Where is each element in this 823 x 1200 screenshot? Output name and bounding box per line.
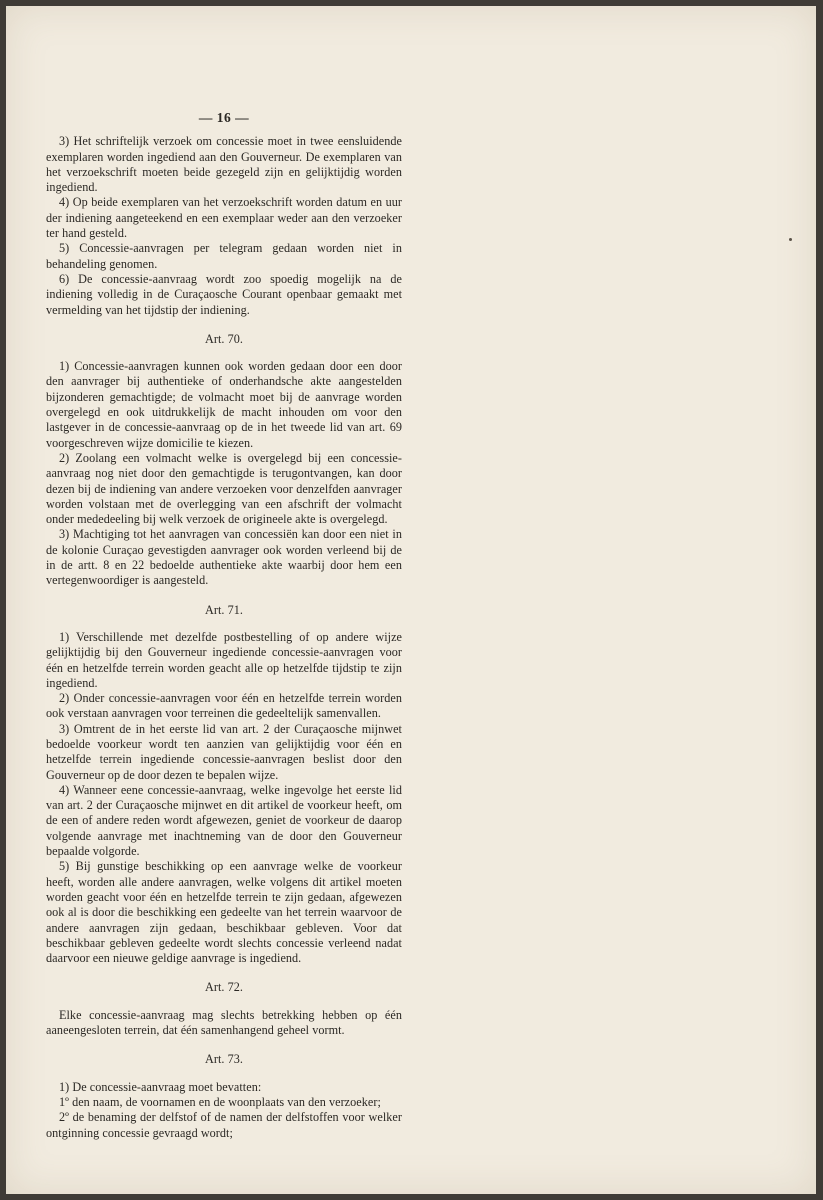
paragraph: 4) Op beide exemplaren van het verzoekschrift worden datum en uur der indiening aangeteekend en een exemplaar weder aan den verzoeker ter hand gesteld.	[46, 195, 402, 241]
paragraph: Elke concessie-aanvraag mag slechts betrekking hebben op één aaneengesloten terrein, dat één samenhangend geheel vormt.	[46, 1007, 402, 1038]
paper-speck	[789, 238, 792, 241]
paragraph: 6) De concessie-aanvraag wordt zoo spoedig mogelijk na de indiening volledig in de Curaçaosche Courant openbaar gemaakt met vermelding van het tijdstip der indiening.	[46, 271, 402, 317]
article-heading: Art. 71.	[205, 602, 243, 617]
paragraph: 2) Onder concessie-aanvragen voor één en hetzelfde terrein worden ook verstaan aanvragen voor terreinen die gedeeltelijk samenvallen.	[46, 691, 402, 721]
paragraph: 3) Het schriftelijk verzoek om concessie moet in twee eensluidende exemplaren worden ingediend aan den Gouverneur. De exemplaren van het verzoekschrift moeten beide gezegeld zijn en gelijktijdig worden ingediend.	[46, 134, 402, 195]
list-item: 2º de benaming der delfstof of de namen der delfstoffen voor welker ontginning concessie gevraagd wordt;	[46, 1110, 402, 1140]
list-item: 1º den naam, de voornamen en de woonplaats van den verzoeker;	[59, 1094, 381, 1109]
page-text-column	[46, 110, 402, 1141]
paragraph: 5) Concessie-aanvragen per telegram gedaan worden niet in behandeling genomen.	[46, 241, 402, 271]
document-page	[6, 6, 816, 1194]
paragraph: 1) Verschillende met dezelfde postbestelling of op andere wijze gelijktijdig bij den Gouverneur ingediende concessie-aanvragen voor één en hetzelfde terrein worden geacht alle op hetzelfde tijdstip te zijn ingediend.	[46, 629, 402, 690]
article-heading: Art. 70.	[205, 331, 243, 346]
paragraph: 4) Wanneer eene concessie-aanvraag, welke ingevolge het eerste lid van art. 2 der Curaçaosche mijnwet en dit artikel de voorkeur heeft, om de een of andere reden wordt afgewezen, geniet de voorkeur de daarop volgende aanvrage met inachtneming van de door den Gouverneur bepaalde volgorde.	[46, 782, 402, 859]
article-heading: Art. 72.	[205, 980, 243, 995]
paragraph: 3) Omtrent de in het eerste lid van art. 2 der Curaçaosche mijnwet bedoelde voorkeur wordt ten aanzien van gelijktijdig voor één en hetzelfde terrein ingediende concessie-aanvragen beslist door den Gouverneur op de door dezen te bepalen wijze.	[46, 721, 402, 782]
page-number: — 16 —	[198, 110, 250, 125]
paragraph: 2) Zoolang een volmacht welke is overgelegd bij een concessie-aanvraag nog niet door den gemachtigde is terugontvangen, kan door dezen bij de indiening van andere verzoeken voor denzelfden aanvrager worden volstaan met de overlegging van een afschrift der volmacht onder mededeeling bij welk verzoek de origineele akte is overgelegd.	[46, 450, 402, 527]
paragraph: 3) Machtiging tot het aanvragen van concessiën kan door een niet in de kolonie Curaçao gevestigden aanvrager ook worden verleend bij de in de artt. 8 en 22 bedoelde authentieke akte waarbij door hem een vertegenwoordiger is aangesteld.	[46, 527, 402, 588]
article-heading: Art. 73.	[205, 1052, 243, 1067]
paragraph: 5) Bij gunstige beschikking op een aanvrage welke de voorkeur heeft, worden alle andere aanvragen, welke volgens dit artikel moeten worden geacht voor één en hetzelfde terrein te zijn gedaan, afgewezen ook al is door die beschikking een gedeelte van het terrein waarvoor de andere aanvragen zijn gedaan, beschikbaar gebleven. Voor dat beschikbaar gebleven gedeelte wordt slechts concessie verleend nadat daarvoor een nieuwe geldige aanvrage is ingediend.	[46, 859, 402, 966]
paragraph: 1) De concessie-aanvraag moet bevatten:	[59, 1079, 262, 1094]
paragraph: 1) Concessie-aanvragen kunnen ook worden gedaan door een door den aanvrager bij authentieke of onderhandsche akte aangestelden bijzonderen gemachtigde; de volmacht moet bij de aanvrage worden overgelegd en ook uitdrukkelijk de macht inhouden om voor den lastgever in de concessie-aanvraag op de in het tweede lid van art. 69 voorgeschreven wijze domicilie te kiezen.	[46, 359, 402, 450]
